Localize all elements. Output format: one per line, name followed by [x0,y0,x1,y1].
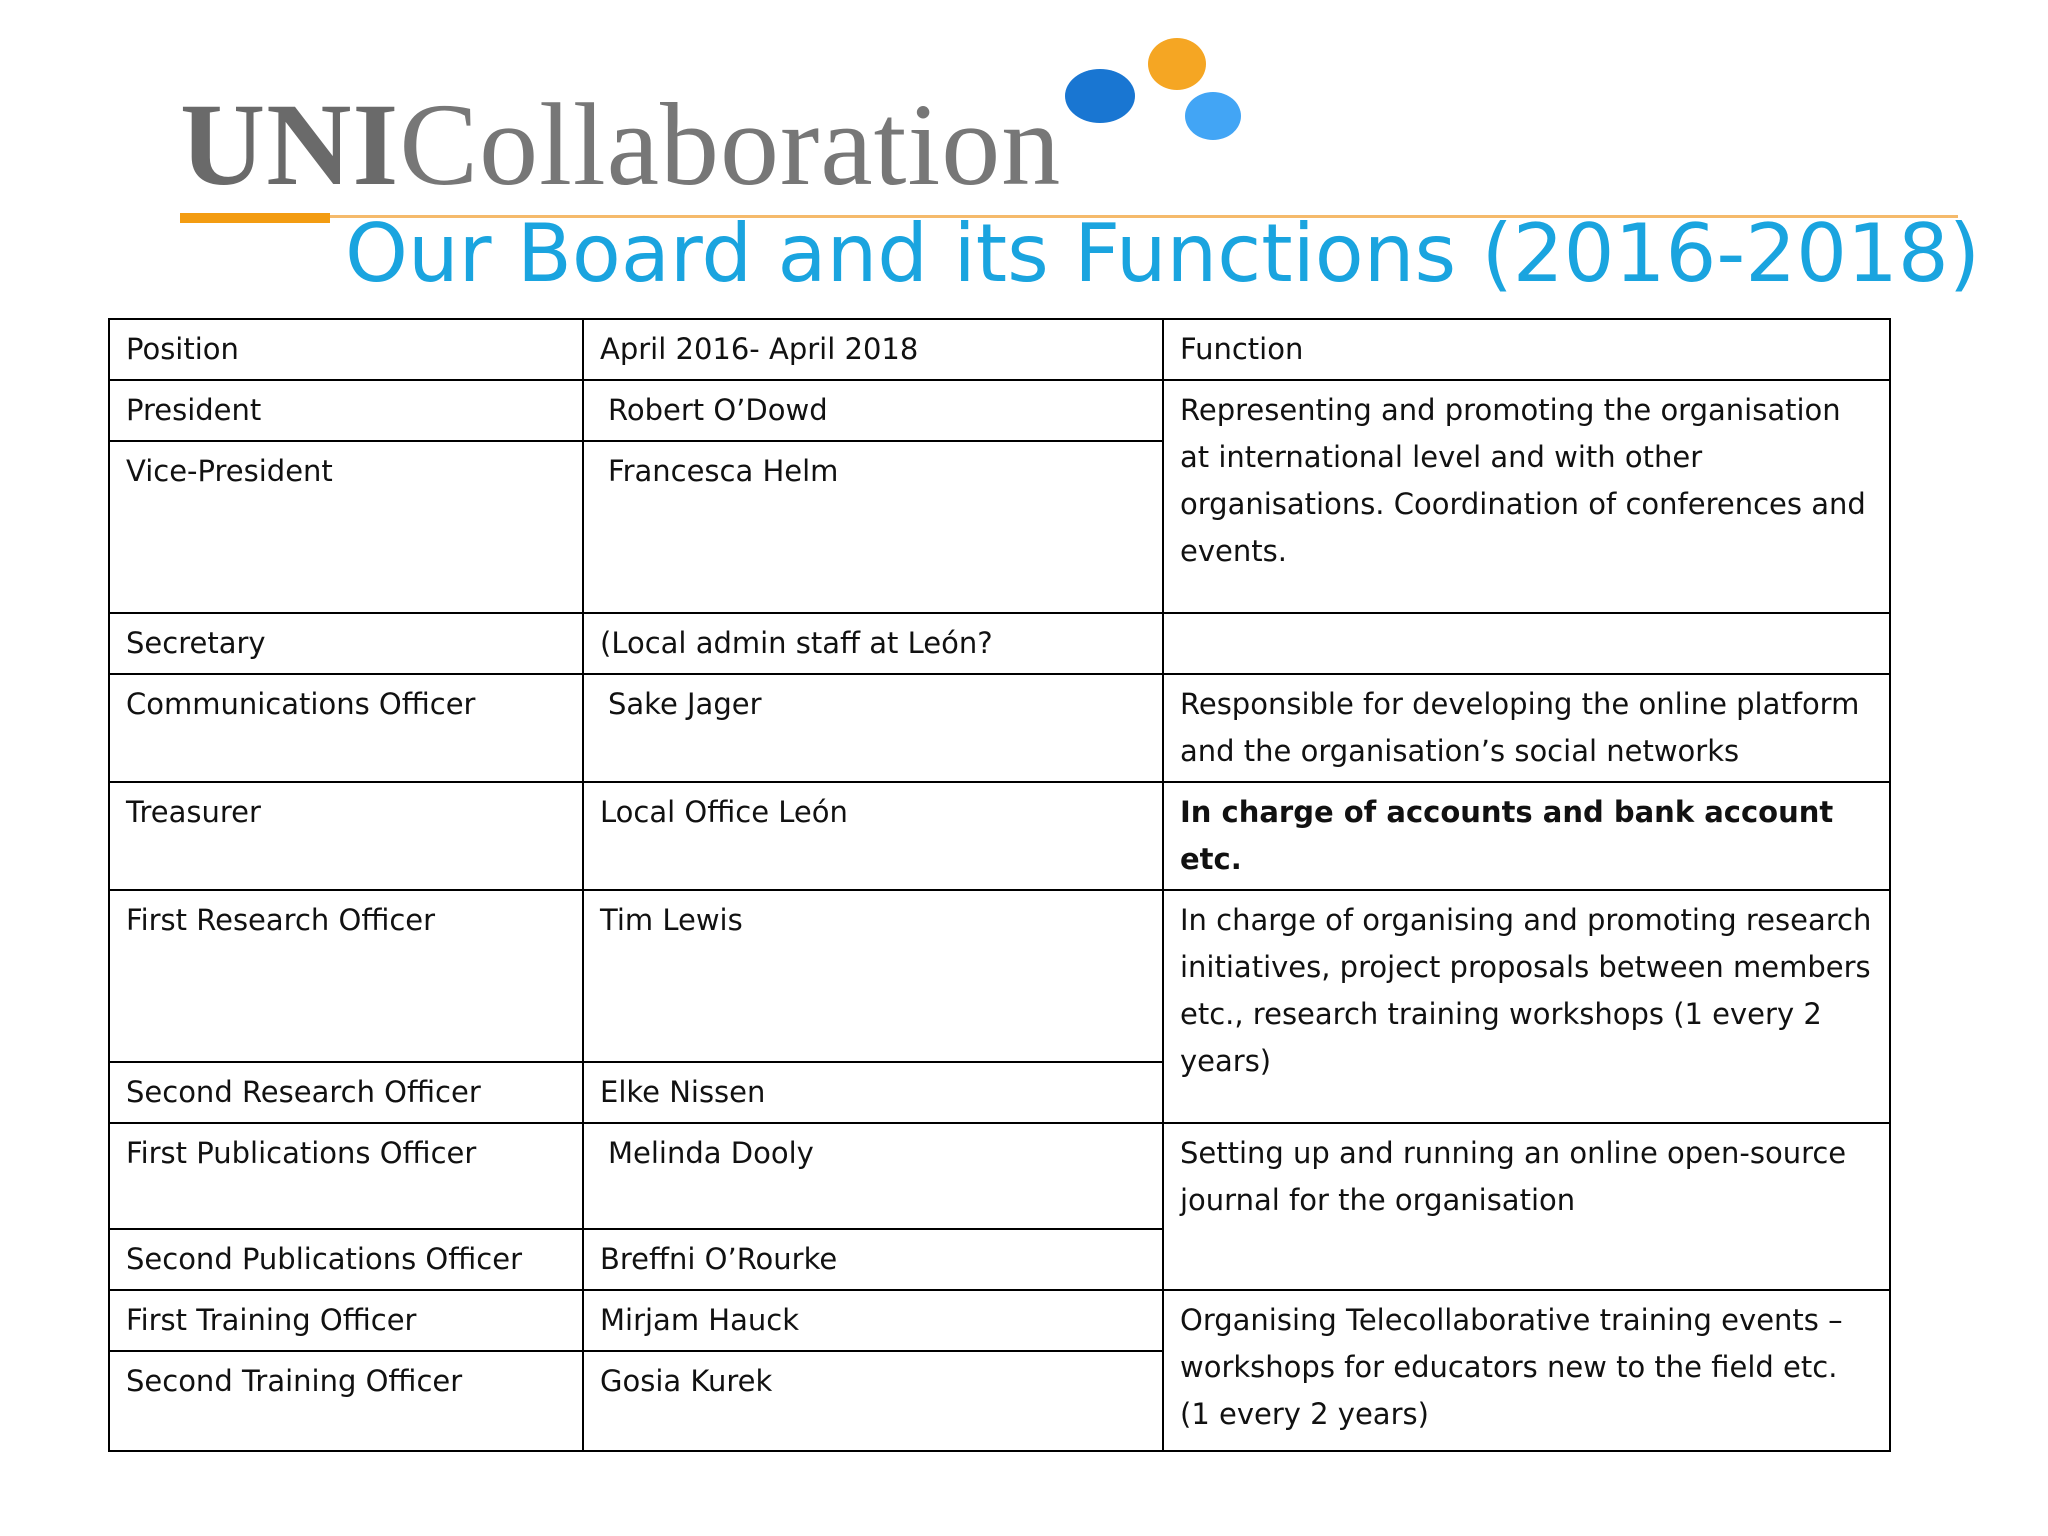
header-position: Position [109,319,583,380]
position-cell: Vice-President [109,441,583,613]
position-cell: Treasurer [109,782,583,890]
function-cell: In charge of accounts and bank account etc. [1163,782,1890,890]
board-table [108,318,1891,1452]
position-cell: President [109,380,583,441]
function-cell: In charge of organising and promoting research initiatives, project proposals between members etc., research training workshops (1 every 2 years) [1163,890,1890,1123]
person-cell: Robert O’Dowd [583,380,1163,441]
person-cell: Sake Jager [583,674,1163,782]
header-rule-accent [180,213,330,223]
logo-bubble-dark-blue-icon [1065,69,1135,123]
function-cell: Organising Telecollaborative training events – workshops for educators new to the field etc. (1 every 2 years) [1163,1290,1890,1451]
table-row [109,380,1890,441]
function-cell [1163,613,1890,674]
person-cell: Elke Nissen [583,1062,1163,1123]
person-cell: Melinda Dooly [583,1123,1163,1229]
function-cell: Setting up and running an online open-source journal for the organisation [1163,1123,1890,1290]
logo-text-collaboration: Collaboration [399,79,1062,210]
logo-text-uni: UNI [180,79,400,210]
header-function: Function [1163,319,1890,380]
position-cell: Second Research Officer [109,1062,583,1123]
person-cell: Francesca Helm [583,441,1163,613]
position-cell: Secretary [109,613,583,674]
person-cell: Mirjam Hauck [583,1290,1163,1351]
function-cell: Representing and promoting the organisation at international level and with other organisations. Coordination of conferences and events. [1163,380,1890,613]
person-cell: Tim Lewis [583,890,1163,1062]
position-cell: First Research Officer [109,890,583,1062]
header-term: April 2016- April 2018 [583,319,1163,380]
position-cell: First Publications Officer [109,1123,583,1229]
position-cell: Second Publications Officer [109,1229,583,1290]
table-row [109,674,1890,782]
position-cell: First Training Officer [109,1290,583,1351]
logo-bubble-orange-icon [1148,38,1206,90]
table-row [109,613,1890,674]
logo-bubble-light-blue-icon [1185,92,1241,140]
position-cell: Second Training Officer [109,1351,583,1451]
logo-wordmark [180,79,1062,210]
person-cell: Local Office León [583,782,1163,890]
person-cell: (Local admin staff at León? [583,613,1163,674]
function-cell: Responsible for developing the online platform and the organisation’s social networks [1163,674,1890,782]
table-row [109,890,1890,1062]
person-cell: Breffni O’Rourke [583,1229,1163,1290]
table-row [109,782,1890,890]
unicollaboration-logo [180,36,1220,210]
position-cell: Communications Officer [109,674,583,782]
table-row [109,1290,1890,1351]
table-header-row [109,319,1890,380]
table-row [109,1123,1890,1229]
person-cell: Gosia Kurek [583,1351,1163,1451]
slide-title: Our Board and its Functions (2016-2018) [345,207,1981,300]
